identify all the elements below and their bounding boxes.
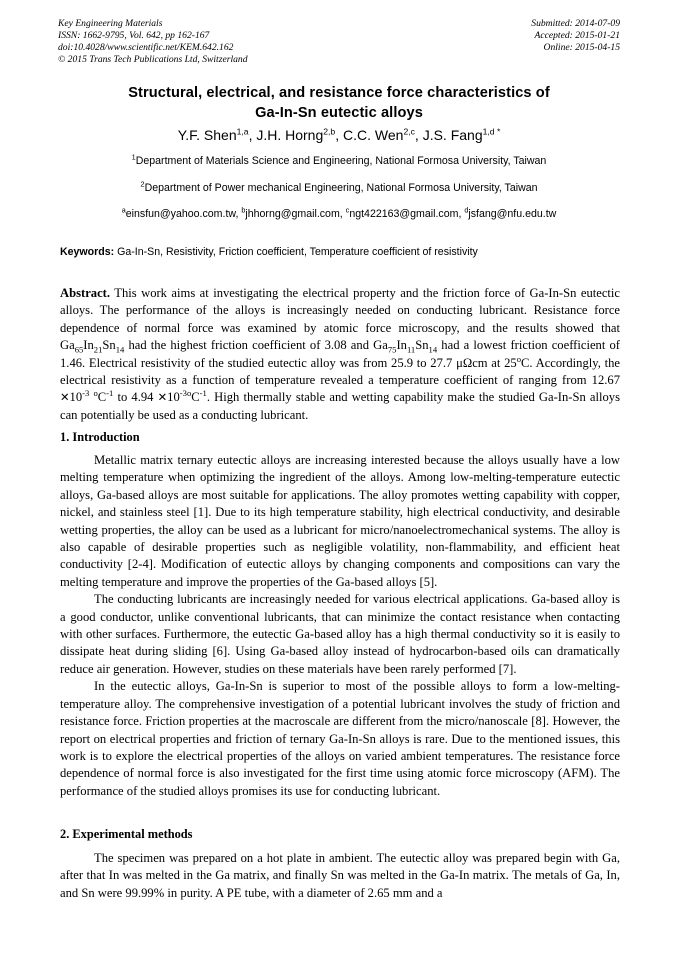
page-title: [58, 83, 620, 123]
formula2-base1: Ga: [373, 338, 388, 353]
affiliation-1-marker: 1: [131, 152, 136, 162]
journal-doi: doi:10.4028/www.scientific.net/KEM.642.162: [58, 41, 234, 53]
author-3: [343, 127, 415, 143]
journal-issn-volume: ISSN: 1662-9795, Vol. 642, pp 162-167: [58, 29, 210, 41]
author-emails: [48, 207, 630, 221]
abstract-text-1: This work aims at investigating the electrical property and the friction force of Ga-In-Sn eutectic alloys. The performance of the alloys is increasingly needed on conducting lubricant. Resistance force dependence of normal force was examined by atomic force microscopy, and the results showed that Ga: [60, 286, 621, 353]
online-date: Online: 2015-04-15: [543, 41, 620, 53]
email-separator: ,: [458, 208, 465, 220]
author-3-sup: 2,c: [403, 126, 415, 137]
unit-c-2: C: [191, 390, 200, 405]
formula1-sub2: 21: [93, 344, 103, 355]
author-separator: ,: [414, 127, 423, 143]
email-3-address[interactable]: ngt422163@gmail.com: [349, 208, 459, 220]
author-separator: ,: [248, 127, 257, 143]
title-line-1: Structural, electrical, and resistance force characteristics of: [128, 85, 550, 101]
intro-paragraph-1: Metallic matrix ternary eutectic alloys are increasing interested because the alloys usually have a low melting temperature when optimizing the ingredient of the alloys. Among low-melting-temperature eutectic alloys, Ga-based alloys are most suitable for applications. The alloy promotes wetting capability with copper, nickel, and stainless steel [1]. Due to its high temperature stability, high electrical conductivity, and desirable wetting properties, the alloy can be used as a lubricant for micro/nanoelectromechanical systems. The alloy is also capable of desirable properties such as negligible volatility, non-flammability, and efficient heat conductivity [2-4]. Modification of eutectic alloys by changing components and compositions can vary the melting temperature and improve the properties of the Ga-based alloys [5].: [60, 453, 620, 589]
abstract-block: [60, 285, 620, 424]
abstract-label: Abstract.: [60, 286, 111, 300]
author-separator: ,: [335, 127, 343, 143]
abstract-text-5: to 4.94: [113, 390, 158, 405]
submitted-date: Submitted: 2014-07-09: [531, 18, 620, 29]
unit-degree-2: o: [186, 388, 192, 399]
author-1-sup: 1,a: [236, 126, 249, 137]
email-4-address[interactable]: jsfang@nfu.edu.tw: [468, 208, 557, 220]
unit-exponent-1: -1: [106, 388, 114, 399]
formula1-sub1: 65: [74, 344, 84, 355]
author-4-name: J.S. Fang: [422, 127, 483, 143]
affiliation-2-text: Department of Power mechanical Engineering, National Formosa University, Taiwan: [144, 182, 538, 194]
keywords-line: [60, 245, 620, 259]
email-1-address[interactable]: einsfun@yahoo.com.tw: [125, 208, 236, 220]
email-4-marker: d: [464, 205, 469, 215]
abstract-text-4: C. Accordingly, the electrical resistivity as a function of temperature revealed a temperature coefficient of ranging from 12.67: [60, 355, 620, 388]
section-heading-introduction: 1. Introduction: [60, 430, 140, 444]
email-separator: ,: [339, 208, 346, 220]
affiliation-1-text: Department of Materials Science and Engineering, National Formosa University, Taiwan: [135, 155, 547, 167]
section-heading-experimental-methods: 2. Experimental methods: [60, 827, 193, 841]
section-body-experimental-methods: [60, 850, 620, 902]
author-4-sup: 1,d *: [482, 126, 501, 137]
intro-paragraph-3: In the eutectic alloys, Ga-In-Sn is superior to most of the possible alloys to form a low-melting-temperature alloy. The comprehensive investigation of a potential lubricant involves the study of friction and resistance force. Friction properties at the macroscale are different from the micro/nanoscale [8]. However, the report on electrical properties and friction of ternary Ga-In-Sn alloys is rare. Due to the mentioned issues, this work is to explore the electrical properties of the alloys on varied ambient temperatures. The resistance force dependence of normal force is also investigated for the first time using atomic force microscopy (AFM). The performance of the studied alloys promises its use for conducting lubricant.: [60, 679, 620, 798]
affiliation-1: [48, 154, 630, 168]
formula2-base2: In: [396, 338, 407, 353]
email-2-address[interactable]: jhhorng@gmail.com: [245, 208, 340, 220]
abstract-text-3: had a lowest friction coefficient of 1.46. Electrical resistivity of the studied eutectic alloy was from 25.9 to 27.7 μΩcm at 25: [60, 338, 620, 370]
exponent-value-2: -3: [179, 388, 187, 399]
exponent-base-2: 10: [167, 390, 180, 405]
formula2-sub3: 14: [428, 344, 438, 355]
multiplication-icon: ✕: [157, 390, 168, 405]
abstract-text-6: . High thermally stable and wetting capability make the studied Ga-In-Sn alloys can potentially be used as a conducting lubricant.: [60, 390, 621, 422]
unit-degree-1: o: [93, 388, 98, 399]
exponent-value-1: -3: [82, 388, 90, 399]
formula2-sub1: 75: [387, 344, 397, 355]
author-2-name: J.H. Horng: [256, 127, 324, 143]
journal-name: Key Engineering Materials: [58, 18, 163, 29]
affiliation-2: [48, 181, 630, 195]
accepted-date: Accepted: 2015-01-21: [534, 29, 620, 41]
formula2-sub2: 11: [406, 344, 416, 355]
keywords-value: Ga-In-Sn, Resistivity, Friction coefficient, Temperature coefficient of resistivity: [117, 246, 478, 258]
author-2-sup: 2,b: [323, 126, 336, 137]
author-2: [256, 127, 335, 143]
journal-header-right: [531, 18, 620, 54]
abstract-paragraph: [60, 285, 620, 424]
title-line-2: Ga-In-Sn eutectic alloys: [255, 105, 423, 121]
abstract-text-2: had the highest friction coefficient of 3.08 and: [124, 338, 374, 353]
email-2-marker: b: [241, 205, 246, 215]
email-1-marker: a: [121, 205, 126, 215]
author-1-name: Y.F. Shen: [177, 127, 237, 143]
email-3-marker: c: [345, 205, 350, 215]
journal-header: [58, 18, 620, 74]
intro-paragraph-2: The conducting lubricants are increasingly needed for various electrical applications. Ga-based alloy is a good conductor, unlike conventional lubricants, that can minimize the contact resistance when contacting with other surfaces. Furthermore, the eutectic Ga-based alloy has a high thermal conductivity so it is easily to dissipate heat during sliding [6]. Using Ga-based alloy instead of hydrocarbon-based oils can dramatically reduce air generation. However, studies on these materials have been rarely performed [7].: [60, 592, 620, 676]
exponent-base-1: 10: [69, 390, 83, 405]
keywords-label: Keywords:: [60, 246, 115, 258]
journal-header-left: [58, 18, 248, 66]
author-4: [423, 127, 501, 143]
author-3-name: C.C. Wen: [343, 127, 404, 143]
formula1-sub3: 14: [115, 344, 125, 355]
unit-c-1: C: [97, 390, 107, 405]
author-list: [58, 126, 620, 144]
multiplication-icon: ✕: [60, 390, 70, 405]
section-body-introduction: [60, 452, 620, 800]
formula1-base3: Sn: [102, 338, 116, 353]
formula1-base2: In: [83, 338, 94, 353]
unit-exponent-2: -1: [199, 388, 207, 399]
email-separator: ,: [235, 208, 242, 220]
author-1: [178, 127, 249, 143]
degree-symbol: o: [516, 353, 522, 364]
journal-copyright: © 2015 Trans Tech Publications Ltd, Switzerland: [58, 53, 248, 65]
affiliation-2-marker: 2: [140, 179, 145, 189]
formula2-base3: Sn: [415, 338, 429, 353]
experimental-paragraph-1: The specimen was prepared on a hot plate in ambient. The eutectic alloy was prepared begin with Ga, after that In was melted in the Ga matrix, and finally Sn was melted in the Ga-In matrix. The metals of Ga, In, and Sn were 99.99% in purity. A PE tube, with a diameter of 2.65 mm and a: [60, 851, 620, 900]
